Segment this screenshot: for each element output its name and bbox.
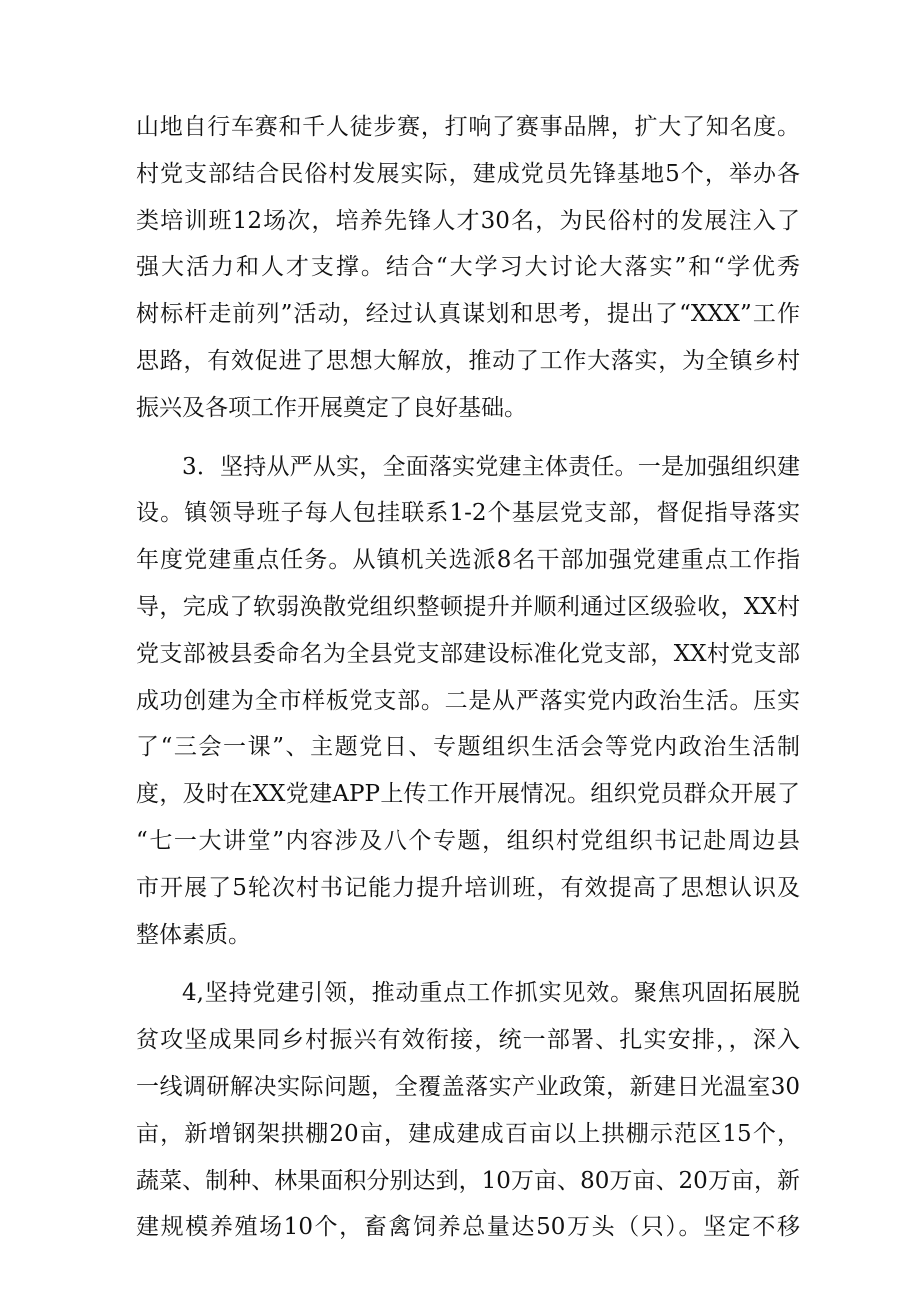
text-line: 度，及时在XX党建APP上传工作开展情况。组织党员群众开展了 (136, 781, 800, 808)
text-line: 设。镇领导班子每人包挂联系1-2个基层党支部，督促指导落实 (136, 500, 800, 527)
text-line: 成功创建为全市样板党支部。二是从严落实党内政治生活。压实 (136, 687, 800, 714)
section-heading-line: 4,坚持党建引领，推动重点工作抓实见效。聚焦巩固拓展脱 (182, 980, 800, 1007)
text-line: 了“三会一课”、主题党日、专题组织生活会等党内政治生活制 (136, 734, 800, 761)
text-line: “七一大讲堂”内容涉及八个专题，组织村党组织书记赴周边县 (136, 827, 800, 854)
text-line: 亩，新增钢架拱棚20亩，建成建成百亩以上拱棚示范区15个， (136, 1120, 800, 1147)
text-line: 村党支部结合民俗村发展实际，建成党员先锋基地5个，举办各 (136, 160, 800, 187)
text-line: 整体素质。 (136, 921, 251, 948)
text-line: 贫攻坚成果同乡村振兴有效衔接，统一部署、扎实安排，，深入 (136, 1027, 800, 1054)
text-line: 思路，有效促进了思想大解放，推动了工作大落实，为全镇乡村 (136, 347, 800, 374)
text-line: 树标杆走前列”活动，经过认真谋划和思考，提出了“XXX”工作 (136, 301, 800, 328)
text-line: 蔬菜、制种、林果面积分别达到，10万亩、80万亩、20万亩，新 (136, 1167, 800, 1194)
text-line: 振兴及各项工作开展奠定了良好基础。 (136, 394, 527, 421)
section-heading-line: 3．坚持从严从实，全面落实党建主体责任。一是加强组织建 (182, 453, 800, 480)
text-line: 导，完成了软弱涣散党组织整顿提升并顺利通过区级验收，XX村 (136, 593, 800, 620)
paragraph-section-3 (136, 444, 800, 959)
text-line: 市开展了5轮次村书记能力提升培训班，有效提高了思想认识及 (136, 874, 800, 901)
paragraph-section-4 (136, 970, 800, 1251)
paragraph-village-party-branch (136, 104, 800, 432)
text-line: 山地自行车赛和千人徒步赛，打响了赛事品牌，扩大了知名度。 (136, 114, 800, 140)
text-line: 党支部被县委命名为全县党支部建设标准化党支部，XX村党支部 (136, 640, 800, 667)
document-body (136, 104, 800, 1251)
text-line: 强大活力和人才支撑。结合“大学习大讨论大落实”和“学优秀 (136, 254, 800, 281)
text-line: 年度党建重点任务。从镇机关选派8名干部加强党建重点工作指 (136, 547, 800, 574)
text-line: 一线调研解决实际问题，全覆盖落实产业政策，新建日光温室30 (136, 1073, 800, 1100)
text-line: 类培训班12场次，培养先锋人才30名，为民俗村的发展注入了 (136, 207, 800, 234)
text-line: 建规模养殖场10个，畜禽饲养总量达50万头（只）。坚定不移 (136, 1214, 800, 1241)
